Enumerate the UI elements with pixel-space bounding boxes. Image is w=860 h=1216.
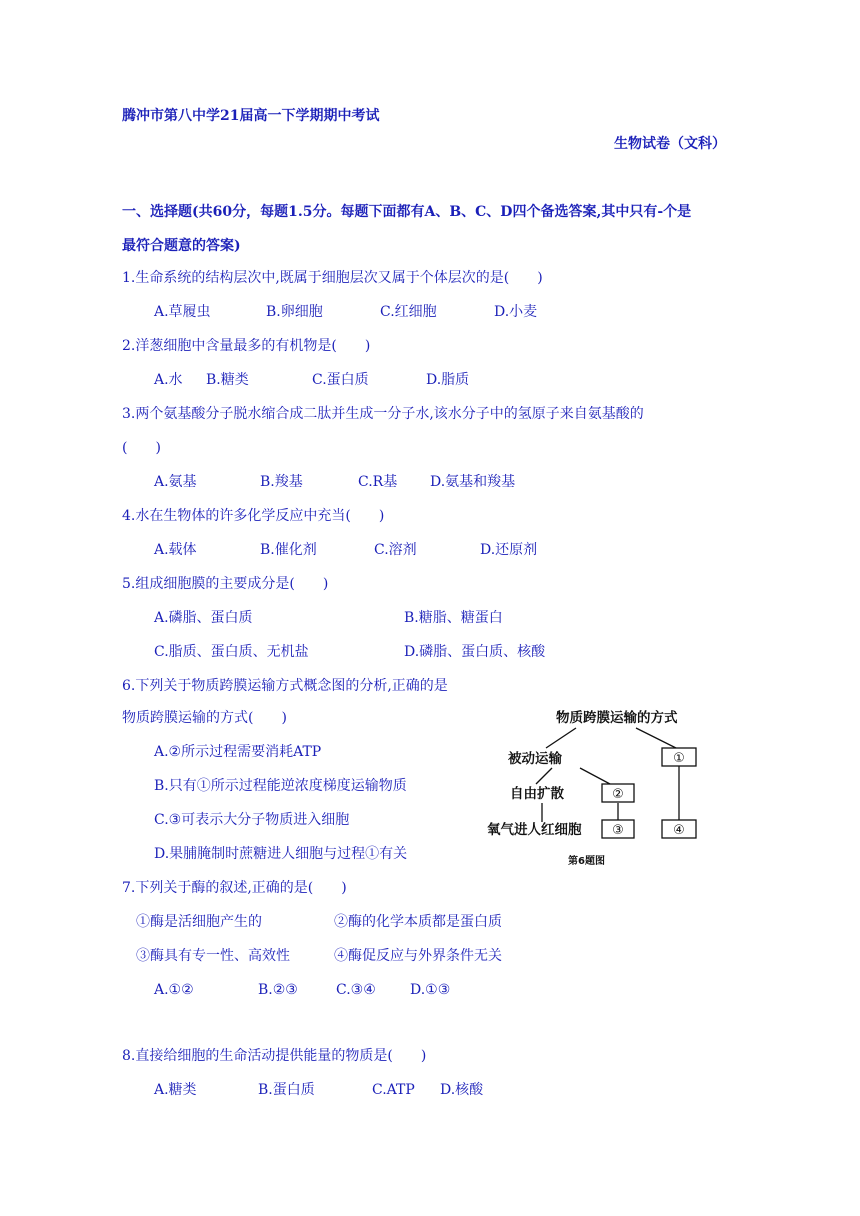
diagram-box-2-label: ② (612, 787, 624, 802)
question-6-stem: 6.下列关于物质跨膜运输方式概念图的分析,正确的是 (122, 678, 448, 694)
question-8-option-a: A.糖类 (154, 1082, 197, 1098)
diagram-box-4-label: ④ (673, 823, 685, 838)
question-5-option-a: A.磷脂、蛋白质 (154, 610, 253, 626)
question-6-option-a: A.②所示过程需要消耗ATP (154, 744, 322, 760)
diagram-label-free-diffusion: 自由扩散 (510, 786, 564, 802)
question-7-option-a: A.①② (154, 982, 194, 998)
question-4-option-a: A.载体 (154, 542, 197, 558)
diagram-box-1-label: ① (673, 751, 685, 766)
question-5-stem: 5.组成细胞膜的主要成分是( ) (122, 576, 329, 592)
exam-title: 腾冲市第八中学21届高一下学期期中考试 (122, 108, 380, 124)
question-7-statement-4: ④酶促反应与外界条件无关 (334, 948, 502, 964)
question-2-option-d: D.脂质 (426, 372, 470, 388)
diagram-label-passive: 被动运输 (508, 751, 562, 767)
question-1-option-b: B.卵细胞 (266, 304, 323, 320)
question-3-stem-cont: ( ) (122, 440, 161, 456)
exam-subtitle: 生物试卷（文科） (614, 136, 726, 152)
question-1-option-a: A.草履虫 (154, 304, 211, 320)
question-8-option-d: D.核酸 (440, 1082, 484, 1098)
question-3-option-c: C.R基 (358, 474, 398, 490)
question-3-option-d: D.氨基和羧基 (430, 474, 516, 490)
question-8-option-b: B.蛋白质 (258, 1082, 315, 1098)
question-6-stem-cont: 物质跨膜运输的方式( ) (122, 710, 287, 726)
question-2-option-c: C.蛋白质 (312, 372, 369, 388)
question-8-option-c: C.ATP (372, 1082, 415, 1098)
question-8-stem: 8.直接给细胞的生命活动提供能量的物质是( ) (122, 1048, 427, 1064)
diagram-label-oxygen: 氧气进人红细胞 (487, 822, 582, 838)
section-heading-line2: 最符合题意的答案) (122, 238, 241, 254)
section-heading-line1: 一、选择题(共60分，每题1.5分。每题下面都有A、B、C、D四个备选答案,其中只有-个是 (122, 204, 692, 220)
diagram-link-top-active (636, 728, 676, 748)
question-2-option-a: A.水 (154, 372, 183, 388)
question-5-option-b: B.糖脂、糖蛋白 (404, 610, 503, 626)
question-4-option-b: B.催化剂 (260, 542, 317, 558)
question-7-statement-2: ②酶的化学本质都是蛋白质 (334, 914, 502, 930)
question-3-option-a: A.氨基 (154, 474, 197, 490)
diagram-caption: 第6题图 (568, 856, 605, 867)
diagram-box-3-label: ③ (612, 823, 624, 838)
question-7-statement-1: ①酶是活细胞产生的 (136, 914, 262, 930)
question-1-option-c: C.红细胞 (380, 304, 437, 320)
question-5-option-c: C.脂质、蛋白质、无机盐 (154, 644, 309, 660)
question-5-option-d: D.磷脂、蛋白质、核酸 (404, 644, 546, 660)
diagram-link-passive-free (536, 768, 552, 784)
diagram-label-top: 物质跨膜运输的方式 (556, 710, 678, 726)
membrane-transport-concept-diagram (484, 702, 720, 874)
question-6-option-b: B.只有①所示过程能逆浓度梯度运输物质 (154, 778, 407, 794)
question-4-option-c: C.溶剂 (374, 542, 417, 558)
question-3-option-b: B.羧基 (260, 474, 303, 490)
question-6-option-d: D.果脯腌制时蔗糖进人细胞与过程①有关 (154, 846, 408, 862)
question-2-option-b: B.糖类 (206, 372, 249, 388)
question-7-stem: 7.下列关于酶的叙述,正确的是( ) (122, 880, 347, 896)
question-4-stem: 4.水在生物体的许多化学反应中充当( ) (122, 508, 385, 524)
question-2-stem: 2.洋葱细胞中含量最多的有机物是( ) (122, 338, 371, 354)
question-7-option-b: B.②③ (258, 982, 298, 998)
diagram-link-passive-box2 (580, 768, 610, 784)
question-4-option-d: D.还原剂 (480, 542, 538, 558)
question-7-option-d: D.①③ (410, 982, 451, 998)
question-3-stem: 3.两个氨基酸分子脱水缩合成二肽并生成一分子水,该水分子中的氢原子来自氨基酸的 (122, 406, 644, 422)
question-1-stem: 1.生命系统的结构层次中,既属于细胞层次又属于个体层次的是( ) (122, 270, 543, 286)
question-7-statement-3: ③酶具有专一性、高效性 (136, 948, 290, 964)
question-7-option-c: C.③④ (336, 982, 376, 998)
question-1-option-d: D.小麦 (494, 304, 538, 320)
diagram-link-top-passive (546, 728, 576, 748)
question-6-option-c: C.③可表示大分子物质进入细胞 (154, 812, 350, 828)
